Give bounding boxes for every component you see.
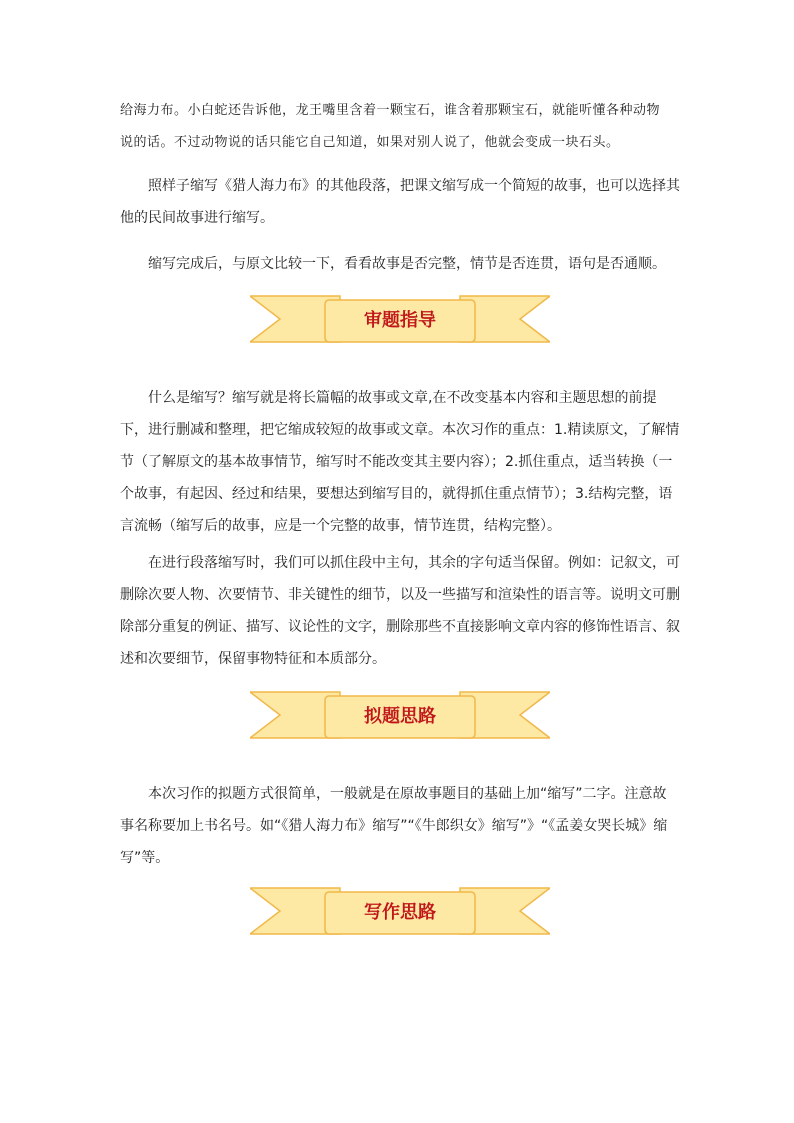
section-title: 审题指导 bbox=[364, 310, 436, 331]
section-banner-1 bbox=[250, 292, 550, 350]
excerpt-line-1: 给海力布。小白蛇还告诉他，龙王嘴里含着一颗宝石，谁含着那颗宝石，就能听懂各种动物 bbox=[120, 103, 661, 118]
section-1-paragraph-1: 什么是缩写？缩写就是将长篇幅的故事或文章,在不改变基本内容和主题思想的前提下，进行删减和整理，把它缩成较短的故事或文章。本次习作的重点：1.精读原文，了解情节（了解原文的基本故事情节，缩写时不能改变其主要内容）；2.抓住重点，适当转换（一个故事，有起因、经过和结果，要想达到缩写目的，就得抓住重点情节）；3.结构完整，语言流畅（缩写后的故事，应是一个完整的故事，情节连贯，结构完整）。 bbox=[120, 390, 680, 534]
section-1-paragraph-2: 在进行段落缩写时，我们可以抓住段中主句，其余的字句适当保留。例如：记叙文，可删除次要人物、次要情节、非关键性的细节，以及一些描写和渲染性的语言等。说明文可删除部分重复的例证、描写、议论性的文字，删除那些不直接影响文章内容的修饰性语言、叙述和次要细节，保留事物特征和本质部分。 bbox=[120, 555, 680, 667]
instruction-paragraph-1: 照样子缩写《猎人海力布》的其他段落，把课文缩写成一个简短的故事，也可以选择其他的民间故事进行缩写。 bbox=[120, 178, 680, 226]
instruction-paragraph-2: 缩写完成后，与原文比较一下，看看故事是否完整，情节是否连贯，语句是否通顺。 bbox=[148, 256, 666, 272]
section-banner-3 bbox=[250, 884, 550, 942]
section-2-paragraph-1: 本次习作的拟题方式很简单，一般就是在原故事题目的基础上加“缩写”二字。注意故事名称要加上书名号。如“《猎人海力布》缩写”“《牛郎织女》缩写”》“《孟姜女哭长城》缩写”等。 bbox=[120, 786, 668, 866]
section-title: 拟题思路 bbox=[364, 706, 436, 727]
section-banner-2 bbox=[250, 688, 550, 746]
section-title: 写作思路 bbox=[364, 902, 436, 923]
excerpt-line-2: 说的话。不过动物说的话只能它自己知道，如果对别人说了，他就会变成一块石头。 bbox=[120, 135, 620, 150]
